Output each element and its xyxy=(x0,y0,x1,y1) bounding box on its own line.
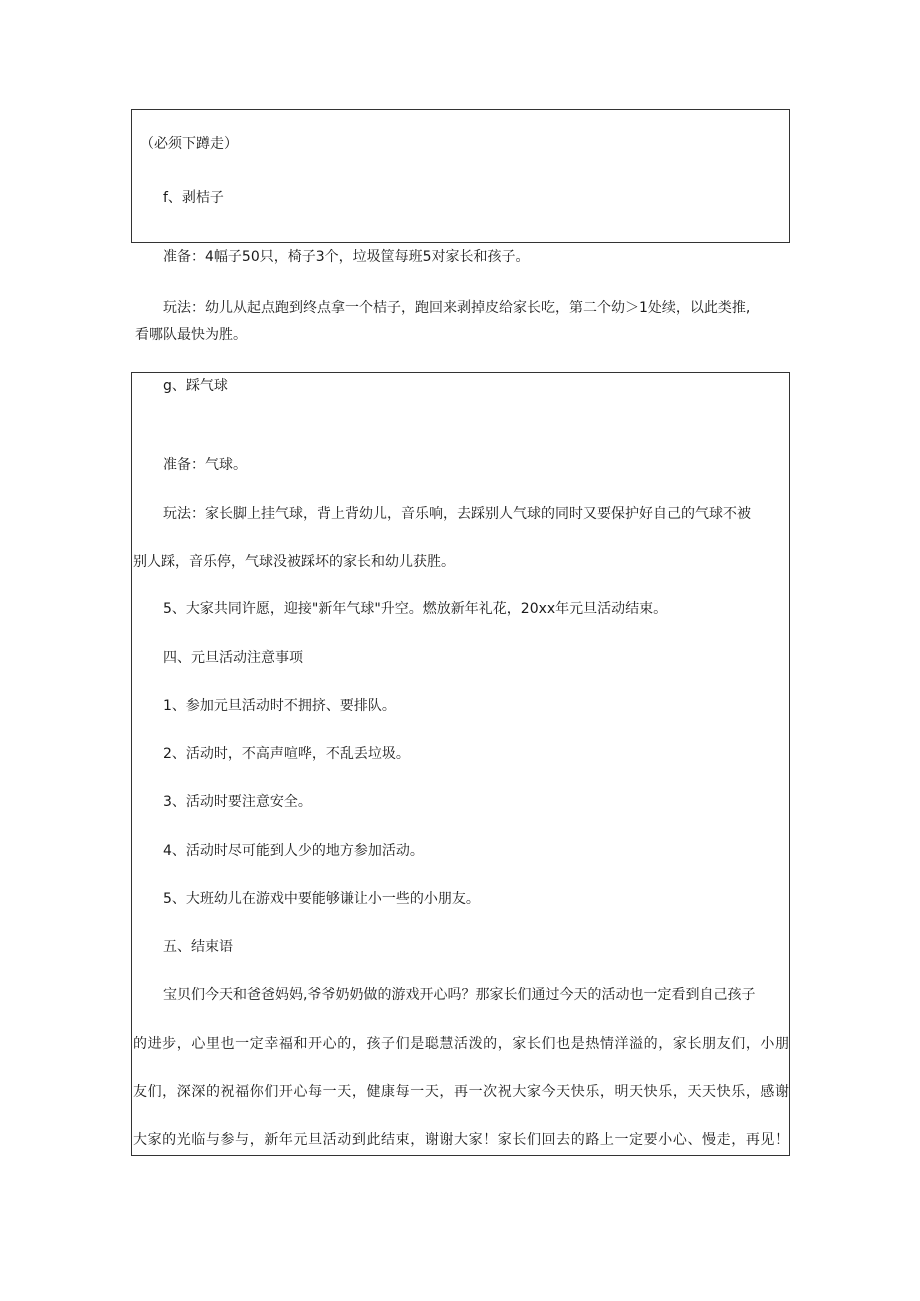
list-item-note-2: 2、活动时，不高声喧哗，不乱丢垃圾。 xyxy=(163,746,410,762)
closing-line-4: 大家的光临与参与，新年元旦活动到此结束，谢谢大家！家长们回去的路上一定要小心、慢走，再见！ xyxy=(133,1132,789,1148)
closing-line-1: 宝贝们今天和爸爸妈妈,爷爷奶奶做的游戏开心吗？那家长们通过今天的活动也一定看到自己孩子 xyxy=(163,987,756,1003)
text-game-g-prep: 准备：气球。 xyxy=(163,457,247,473)
table-cell-top xyxy=(131,109,790,243)
closing-line-3: 友们，深深的祝福你们开心每一天，健康每一天，再一次祝大家今天快乐，明天快乐，天天快乐，感谢 xyxy=(133,1084,789,1100)
text-item-5-wish: 5、大家共同许愿，迎接"新年气球"升空。燃放新年礼花，20xx年元旦活动结束。 xyxy=(163,601,668,617)
text-game-g-title: g、踩气球 xyxy=(163,378,228,394)
section-4-title: 四、元旦活动注意事项 xyxy=(163,650,303,666)
text-squat-note: （必须下蹲走） xyxy=(140,136,238,152)
closing-line-2: 的进步，心里也一定幸福和开心的，孩子们是聪慧活泼的，家长们也是热情洋溢的，家长朋友们，小朋 xyxy=(133,1036,789,1052)
list-item-note-5: 5、大班幼儿在游戏中要能够谦让小一些的小朋友。 xyxy=(163,891,480,907)
list-item-note-3: 3、活动时要注意安全。 xyxy=(163,794,312,810)
text-game-f-play-1: 玩法：幼儿从起点跑到终点拿一个桔子，跑回来剥掉皮给家长吃，第二个幼＞1处续，以此类推, xyxy=(163,300,751,316)
text-game-f-title: f、剥桔子 xyxy=(163,190,224,206)
text-game-f-prep: 准备：4幅子50只，椅子3个，垃圾筐每班5对家长和孩子。 xyxy=(163,249,530,265)
section-5-title: 五、结束语 xyxy=(163,939,233,955)
list-item-note-1: 1、参加元旦活动时不拥挤、要排队。 xyxy=(163,698,396,714)
text-game-g-play-1: 玩法：家长脚上挂气球，背上背幼儿，音乐响，去踩别人气球的同时又要保护好自己的气球不被 xyxy=(163,506,751,522)
text-game-g-play-2: 别人踩，音乐停，气球没被踩坏的家长和幼儿获胜。 xyxy=(133,554,455,570)
list-item-note-4: 4、活动时尽可能到人少的地方参加活动。 xyxy=(163,843,424,859)
text-game-f-play-2: 看哪队最快为胜。 xyxy=(135,327,247,343)
